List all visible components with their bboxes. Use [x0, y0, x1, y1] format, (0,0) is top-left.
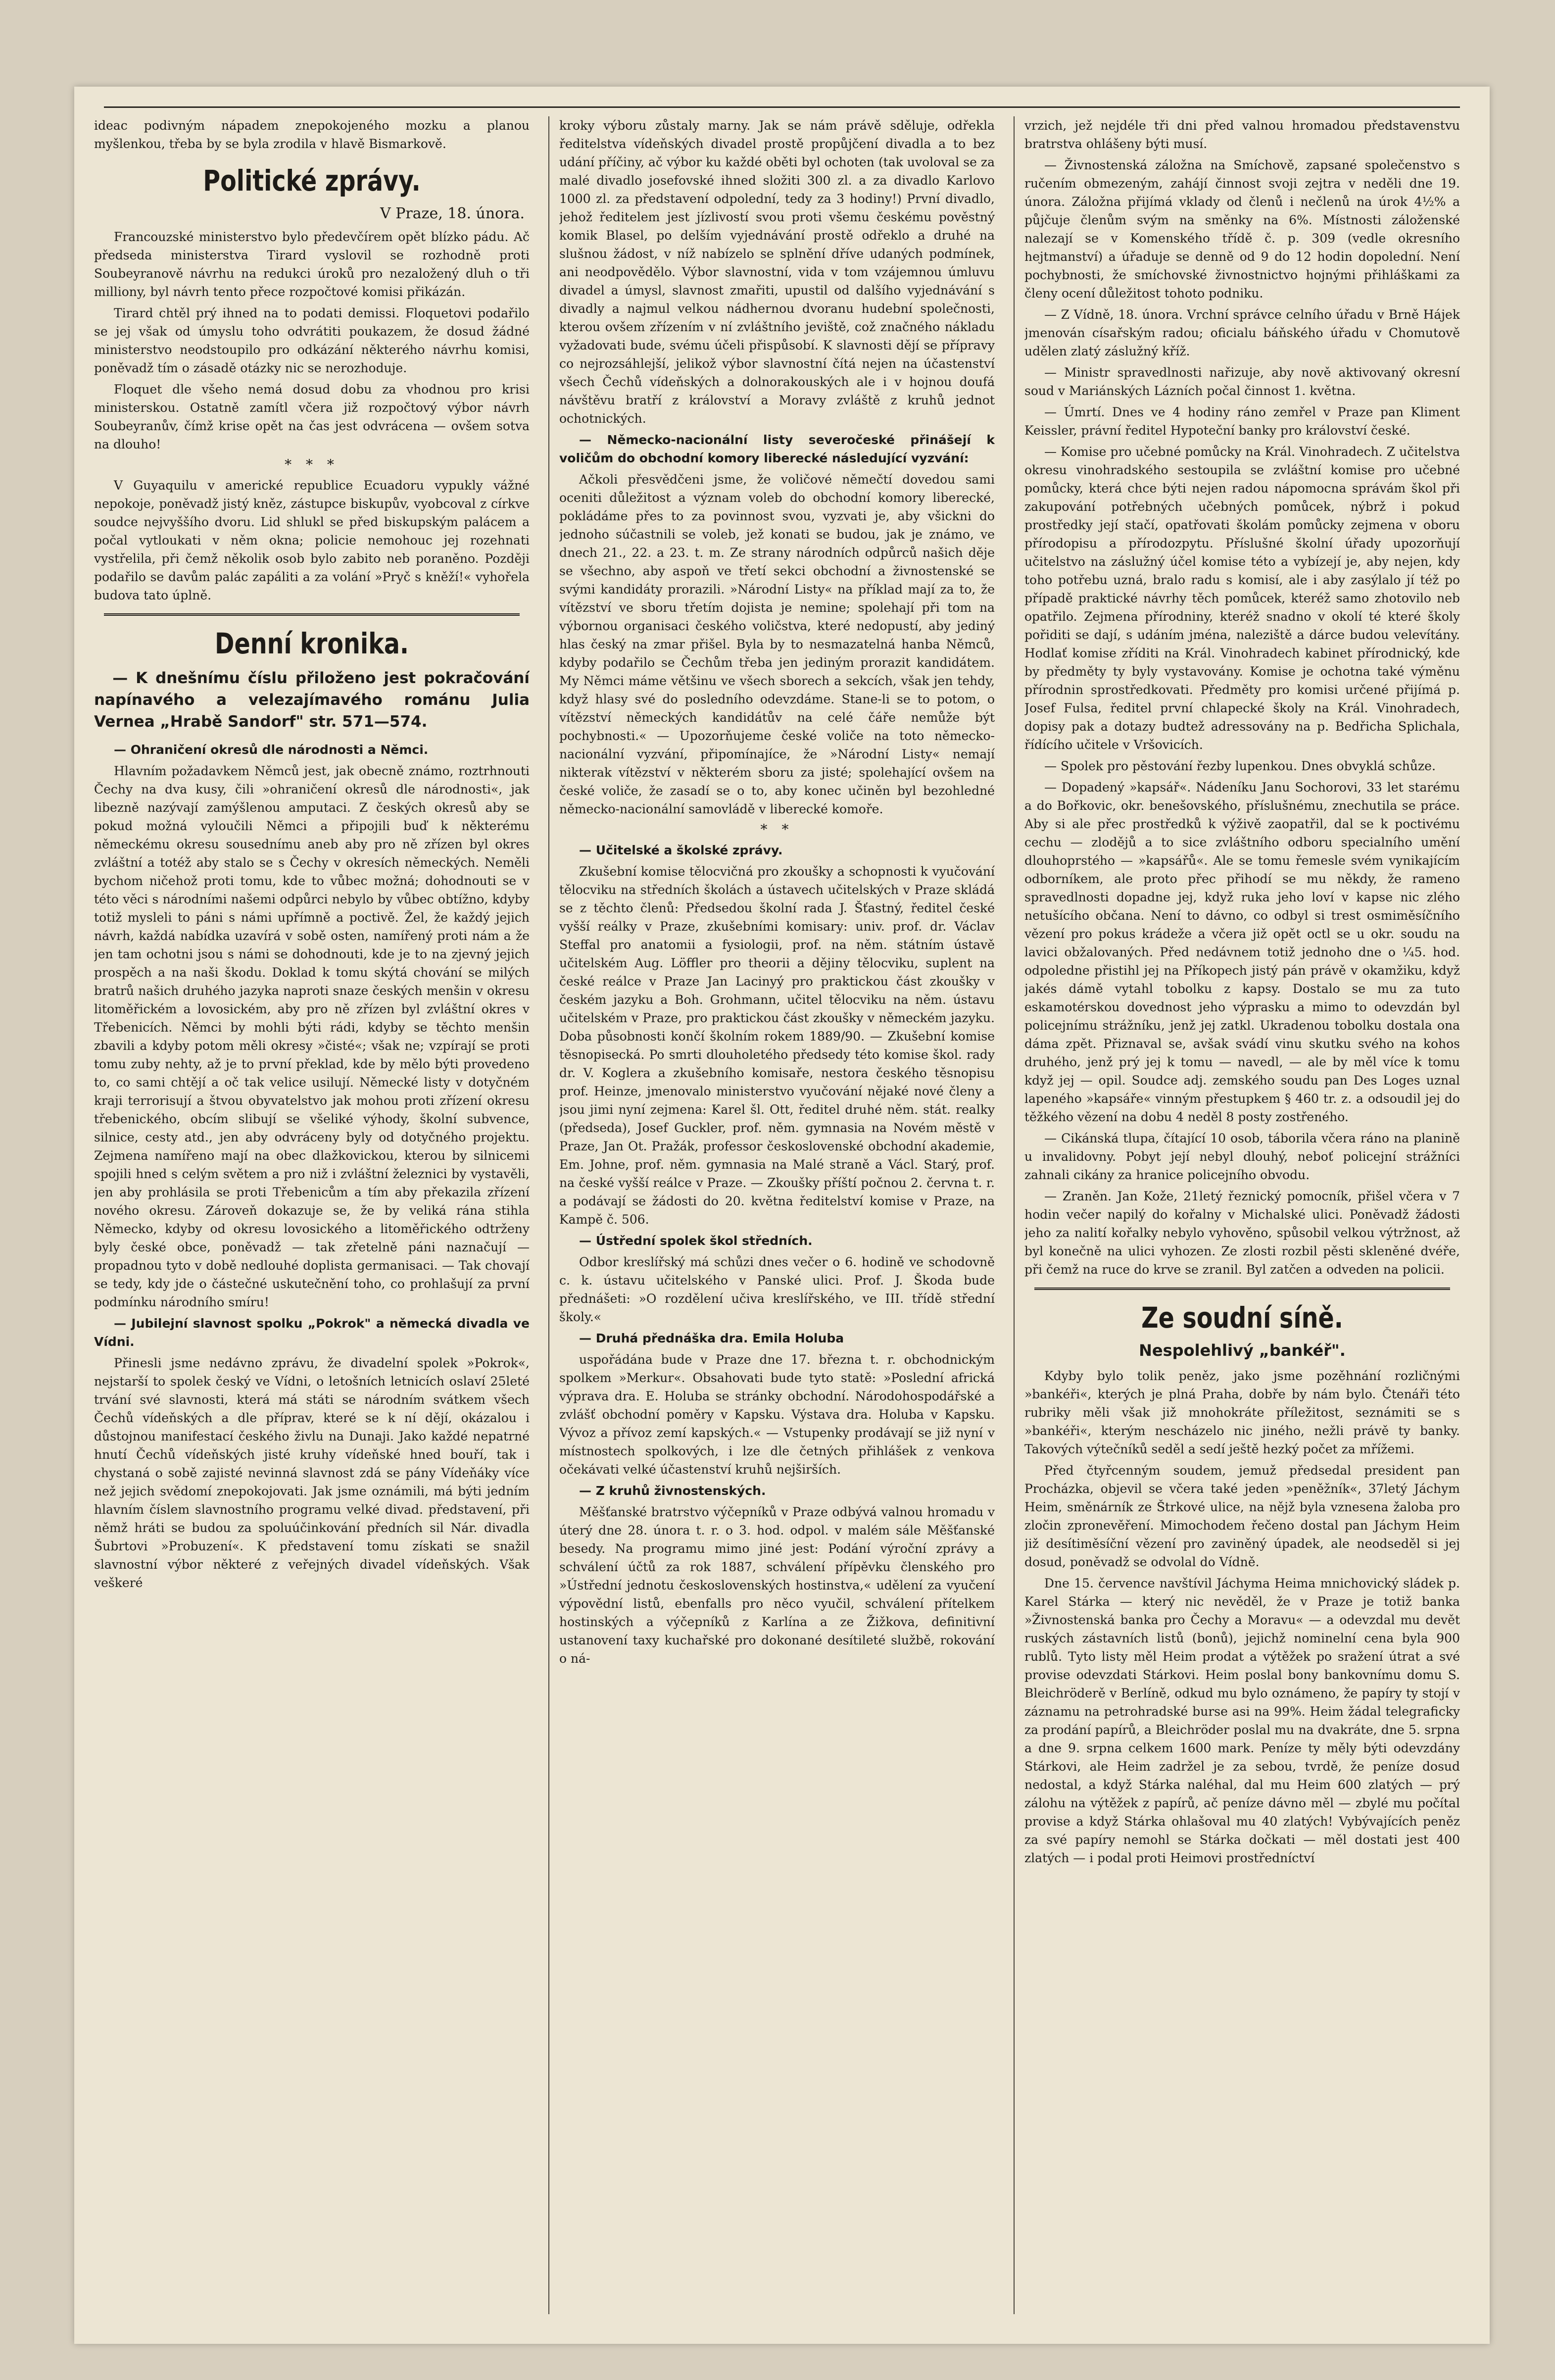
article-cikanska: — Cikánská tlupa, čítající 10 osob, táborila včera ráno na planině u invalidovny. Pobyt její nebyl dlouhý, neboť policejní strážníci zahnali cikány za hranice policejního obvodu. — [1024, 1131, 1460, 1182]
column-3 — [1024, 116, 1460, 2314]
article-vrzich: vrzich, jež nejdéle tři dni před valnou hromadou představenstvu bratrstva ohlášeny býti musí. — [1024, 118, 1460, 151]
column-1 — [94, 116, 530, 2314]
newspaper-page — [74, 87, 1490, 2344]
divider — [1034, 1288, 1450, 1290]
article-ministr: — Ministr spravedlnosti nařizuje, aby nově aktivovaný okresní soud v Mariánských Lázních počal činnost 1. května. — [1024, 365, 1460, 398]
article-kruhu: Měšťanské bratrstvo výčepníků v Praze odbývá valnou hromadu v úterý dne 28. února t. r. o 3. hod. odpol. v malém sále Měšťanské besedy. Na programu mimo jiné jest: Podání výroční zprávy a schválení účtů za rok 1887, schválení přípěvku členského pro »Ústřední jednotu československých hostinstva,« udělení za vyučení výpovědní listů, ebenfalls pro něco vyučil, schválení přítelkem hostinských a výčepníků z Karlína a ze Žižkova, definitivní ustanovení taxy kuchařské pro dokonané desítileté službě, rokování o ná- — [559, 1505, 995, 1666]
top-rule — [104, 106, 1460, 108]
column-2 — [559, 116, 995, 2314]
article-subheading: Nespolehlivý „bankéř". — [1139, 1341, 1346, 1360]
column-separator — [548, 116, 549, 2314]
article-ohraniceni: Hlavním požadavkem Němců jest, jak obecně známo, roztrhnouti Čechy na dva kusy, čili »ohraničení okresů dle národnosti«, jak libezně nazývají zamýšlenou amputaci. Z českých okresů aby se pokud možná vyloučili Němci a připojili buď k některému německému okresu sousednímu aneb aby pro ně zřízen byl okres zvláštní a totéž aby stalo se s Čechy v okresích německých. Neměli bychom ničehož proti tomu, kde to vůbec možná; dohodnouti se v této věci s národními našemi odpůrci nebylo by vůbec obtížno, kdyby totiž mysleli to páni s námi upřímně a poctivě. Žel, že každý jejich návrh, každá nabídka uzavírá v sobě osten, namířený proti nám a že jen tam ochotni jsou s námi se dohodnouti, kde je to na zjevný jejich prospěch a na naši škodu. Doklad k tomu skýtá chování se milých bratrů našich druhého jazyka naproti snaze českých menšin v okresu litoměřickém a lovosickém, aby pro ně zřízen byl zvláštní okres v Třebenicích. Němci by mohli býti rádi, kdyby se těchto menšin zbavili a kdyby potom měli okresy »čisté«; však ne; vzpírají se proti tomu zuby nehty, až je to první překlad, kde by mělo býti provedeno to, co sami chtějí a oč tak velice usilují. Německé listy v dotyčném kraji terrorisují a štvou obyvatelstvo jak mohou proti zřízení okresu třebenického, obcím slibují se všeliké výhody, školní subvence, silnice, cesty atd., jen aby odvráceny byly od dotyčného projektu. Zejmena namířeno mají na obec dlažkovickou, kterou by silnicemi spojili hned s celým světem a pro niž i zvláštní železnici by vystavěli, jen aby prohlásila se proti Třebenicům a tím aby překazila zřízení nového okresu. Zároveň dokazuje se, že by veliká rána stihla Německo, kdyby od okresu lovosického a litoměřického odtrženy byly české obce, poněvadž — tak zřetelně páni naznačují — propadnou tyto v době nedlouhé doplista germanisaci. — Tak chovají se tedy, kdy jde o částečné uskutečnění toho, co prohlašují za první podmínku národního smíru! — [94, 764, 530, 1309]
article-title-nemecko: — Německo-nacionální listy severočeské přinášejí k voličům do obchodní komory liberecké následující vyzvání: — [559, 433, 995, 465]
article-kdyby: Kdyby bylo tolik peněz, jako jsme pozěhnání rozličnými »bankéři«, kterých je plná Praha, dobře by nám bylo. Čtenáři této rubriky měli však již mnohokráte příležitost, seznámiti se s »bankéři«, kterým nescházelo nic jiného, nežli právě ty banky. Takových výtečníků seděl a sedí ještě hezký počet za mřížemi. — [1024, 1369, 1460, 1456]
article-francouzske: Francouzské ministerstvo bylo předevčírem opět blízko pádu. Ač předseda ministerstva Tirard vyslovil se rozhodně proti Soubeyranově návrhu na redukci úroků pro nezaložený dluh o tři milliony, byl návrh tento přece rozpočtové komisi přikázán. — [94, 230, 530, 299]
separator-stars: * * — [760, 821, 794, 838]
article-tirard: Tirard chtěl prý ihned na to podati demissi. Floquetovi podařilo se jej však od úmyslu toho odvrátiti poukazem, že dosud žádné ministerstvo neodstoupilo pro odkázání některého návrhu komisi, poněvadž tím o zásadě otázky nic se nerozhoduje. — [94, 306, 530, 375]
lead-announcement: — K dnešnímu číslu přiloženo jest pokračování napínavého a velezajímavého románu Julia Vernea „Hrabě Sandorf" str. 571—574. — [94, 669, 530, 731]
article-title-ohraniceni: — Ohraničení okresů dle národnosti a Němci. — [114, 743, 429, 757]
section-heading-soudni: Ze soudní síně. — [1141, 1301, 1343, 1335]
article-zranen: — Zraněn. Jan Kože, 21letý řeznický pomocník, přišel včera v 7 hodin večer napilý do kořalny v Michalské ulici. Poněvadž žádosti jeho za nalití kořalky nebylo vyhověno, spůsobil velkou výtržnost, až byl konečně na ulici vyhozen. Ze zlosti rozbil pěsti skleněné dvéře, při čemž na ruce do krve se zranil. Byl zatčen a odveden na policii. — [1024, 1189, 1460, 1277]
column-separator — [1014, 116, 1015, 2314]
article-druha: uspořádána bude v Praze dne 17. března t. r. obchodnickým spolkem »Merkur«. Obsahovati bude tyto statě: »Poslední africká výprava dra. E. Holuba se stránky obchodní. Národohospodářské a zvlášť obchodní poměry v Kapsku. Výstava dra. Holuba v Kapsku. Vývoz a přívoz zemí kapských.« — Vstupenky prodávají se již nyní v místnostech spolkových, i lze dle četných přihlášek z venkova očekávati velké účastenství kruhů nejširších. — [559, 1352, 995, 1477]
section-heading-denni: Denní kronika. — [214, 627, 409, 660]
article-ustredni: Odbor kreslířský má schůzi dnes večer o 6. hodině ve schodovně c. k. ústavu učitelského v Panské ulici. Prof. J. Škoda bude přednášeti: »O rozdělení učiva kreslířského, ve III. třídě střední školy.« — [559, 1255, 995, 1324]
article-floquet: Floquet dle všeho nemá dosud dobu za vhodnou pro krisi ministerskou. Ostatně zamítl včera již rozpočtový výbor návrh Soubeyranův, čímž krise opět na čas jest odvrácena — ovšem sotva na dlouho! — [94, 382, 530, 451]
article-ucitelske: Zkušební komise tělocvičná pro zkoušky a schopnosti k vyučování tělocviku na středních školách a ústavech učitelských v Praze skládá se z těchto členů: Předsedou školní rada J. Šťastný, ředitel české vyšší reálky v Praze, zkušebními komisary: univ. prof. dr. Václav Steffal pro anatomii a fysiologii, prof. na něm. státním ústavě učitelském Aug. Löffler pro theorii a dějiny tělocviku, suplent na české reálce v Praze Jan Lacinyý pro praktickou část zkoušky v českém jazyku a Boh. Grohmann, učitel tělocviku na něm. ústavu učitelském v Praze, pro praktickou část zkoušky v německém jazyku. Doba působnosti končí školním rokem 1889/90. — Zkušební komise těsnopisecká. Po smrti dlouholetého předsedy této komise škol. rady dr. V. Koglera a zkušebního komisaře, nestora českého těsnopisu prof. Heinze, jmenovalo ministerstvo vyučování nějaké nové členy a jsou jimi nyní zejmena: Karel šl. Ott, ředitel druhé něm. stát. realky (předseda), Josef Guckler, prof. něm. gymnasia na Novém městě v Praze, Jan Ot. Pražák, professor československé obchodní akademie, Em. Johne, prof. něm. gymnasia na Malé straně a Václ. Starý, prof. na české vyšší reálce v Praze. — Zkoušky příští počnou 2. června t. r. a podávají se žádosti do 20. května ředitelství komise v Praze, na Kampě č. 506. — [559, 864, 995, 1227]
article-dne15: Dne 15. července navštívil Jáchyma Heima mnichovický sládek p. Karel Stárka — který nic nevěděl, že v Praze je totiž banka »Živnostenská banka pro Čechy a Moravu« — a odevzdal mu devět ruských zástavních listů (bonů), jejichž nominelní cena byla 900 rublů. Tyto listy měl Heim prodat a výtěžek po sražení útrat a své provise odevzdati Stárkovi. Heim poslal bony bankovnímu domu S. Bleichröderě v Berlíně, odkud mu bylo oznámeno, že papíry ty stojí v záznamu na petrohradské burse asi na 99%. Heim žádal telegraficky za prodání papírů, a Bleichröder poslal mu na dvakráte, dne 5. srpna a dne 9. srpna celkem 1600 mark. Peníze ty měly býti odevzdány Stárkovi, ale Heim zadržel je za sebou, tvrdě, že peníze dosud nedostal, a když Stárka naléhal, dal mu Heim 600 zlatých — prý zálohu na výtěžek z papírů, ač peníze dávno měl — zbylé mu počítal provise a když Stárka ohlašoval mu 40 zlatých! Vybývajících peněz za své papíry nemohl se Stárka dočkati — měl dostati jest 400 zlatých — i podal proti Heimovi prostředníctví — [1024, 1576, 1460, 1865]
intro-paragraph: ideac podivným nápadem znepokojeného mozku a planou myšlenkou, třeba by se byla zrodila v hlavě Bismarkově. — [94, 118, 530, 151]
article-spolek: — Spolek pro pěstování řezby lupenkou. Dnes obvyklá schůze. — [1044, 759, 1436, 773]
article-nemecko: Ačkoli přesvědčeni jsme, že voličové němečtí dovedou sami oceniti důležitost a význam voleb do obchodní komory liberecké, pokládáme přes to za povinnost svou, vyzvati je, aby všickni do jednoho súčastnili se voleb, jež konati se budou, jak je známo, ve dnech 21., 22. a 23. t. m. Ze strany národních odpůrců našich děje se všechno, aby aspoň ve třetí sekci obchodní a živnostenské se svými kandidáty prorazili. »Národní Listy« na příklad mají za to, že vítězství ve sboru třetím dojista je nemine; spolehají při tom na výbornou organisaci českého voličstva, které nedopustí, aby jediný hlas český na zmar přišel. Byla by to nesmazatelná hanba Němců, kdyby podařilo se Čechům třeba jen jediným prorazit kandidátem. My Němci máme většinu ve všech sborech a sekcích, však jen tehdy, když hlasy své do posledního odevzdáme. Stane-li se to potom, o vítězství německých kandidátův na celé čáře nemůže být pochybnosti.« — Upozorňujeme české voliče na toto německo-nacionální vyzvání, připomínajíce, že »Národní Listy« nemají nikterak vítězství v některém sboru za jisté; spolehající ovšem na české voliče, že zasadí se o to, aby konec učiněn byl bezohledné německo-nacionální samovládě v liberecké komoře. — [559, 472, 995, 816]
article-title-druha: — Druhá přednáška dra. Emila Holuba — [579, 1331, 844, 1345]
article-title-jubilejni: — Jubilejní slavnost spolku „Pokrok" a německá divadla ve Vídni. — [94, 1316, 530, 1349]
divider — [104, 613, 520, 616]
article-pred: Před čtyřcenným soudem, jemuž předsedal president pan Procházka, objevil se včera také jeden »peněžník«, 37letý Jáchym Heim, směnárník ze Štrkové ulice, na nějž byla vznesena žaloba pro zločin zpronevěření. Mimochodem řečeno dostal pan Jáchym Heim již desítiměsíční vězení pro zaviněný úpadek, ale neodseděl si jej dosud, poněvadž se odvolal do Vídně. — [1024, 1463, 1460, 1569]
article-title-ustredni: — Ústřední spolek škol středních. — [579, 1234, 813, 1248]
section-heading-politicke: Politické zprávy. — [203, 164, 421, 198]
article-zivnostenska: — Živnostenská záložna na Smíchově, zapsané společenstvo s ručením obmezeným, zahájí činnost svoji zejtra v neděli dne 19. února. Záložna přijímá vklady od členů i nečlenů na úrok 4½% a půjčuje členům svým na směnky na 6%. Místnosti záloženské nalezají se v Komenského třídě č. p. 309 (vedle okresního hejtmanství) a úřaduje se denně od 9 do 12 hodin dopolední. Není pochybnosti, že smíchovské živnostnictvo hojnými přihláškami za členy ocení důležitost tohoto podniku. — [1024, 158, 1460, 300]
article-jubilejni: Přinesli jsme nedávno zprávu, že divadelní spolek »Pokrok«, nejstarší to spolek český ve Vídni, o letošních letnicích oslaví 25leté trvání své slavnosti, která má státi se národním svátkem všech Čechů vídeňských a dle příprav, které se k ní dějí, okázalou i důstojnou manifestací českého živlu na Dunaji. Jako každé nepatrné hnutí Čechů vídeňských jisté kruhy vídeňské hned bouří, tak i chystaná o sobě zajisté nevinná slavnost zdá se pány Vídeňáky více než jejich svědomí znepokojovati. Jak jsme oznámili, má býti jedním hlavním číslem slavnostního programu velké divad. představení, při němž hráti se budou za spoluúčinkování předních sil Nár. divadla Šubrtovi »Probuzení«. K představení tomu získati se snažil slavnostní výbor některé z veřejných divadel vídeňských. Však veškeré — [94, 1356, 530, 1590]
article-dopadeny: — Dopadený »kapsář«. Nádeníku Janu Sochorovi, 33 let starému a do Bořkovic, okr. benešovského, příslušnému, znechutila se práce. Aby si ale přec prostředků k výživě zaopatřil, dal se k poctivému cechu — zlodějů a to sice zvláštního odboru specialního umění dlouhoprstého — »kapsářů«. Ale se tomu řemesle svém vynikajícím odborníkem, ale proto přec přihodí se mu někdy, že rameno spravedlnosti dopadne jej, když ruka jeho loví v kapse nic zlého netušícího občana. Není to dávno, co odbyl si trest osmiměsíčního vězení pro pokus krádeže a včera již opět octl se u okr. soudu na lavici obžalovaných. Před nedávnem totiž jednoho dne o ¼5. hod. odpoledne přistihl jej na Příkopech jistý pán právě v okamžiku, když jakés dámě vytahl tobolku z kapsy. Dostalo se mu za tuto eskamotérskou dovednost jeho výprasku a mimo to odevzdán byl policejnímu strážníku, jenž jej zatkl. Ukradenou tobolku dostala ona dáma zpět. Přiznaval se, avšak svádí vinu skutku svého na kohos druhého, jenž prý jej k tomu — navedl, — ale by měl více k tomu když jej — opil. Soudce adj. zemského soudu pan Des Loges uznal lapeného »kapsáře« vinným přestupkem § 460 tr. z. a odsoudil jej do těžkého vězení na dobu 4 neděl 8 posty zostřeného. — [1024, 780, 1460, 1124]
article-guyaquilu: V Guyaquilu v americké republice Ecuadoru vypukly vážné nepokoje, poněvadž jistý kněz, zástupce biskupův, vyobcoval z církve soudce nejvyššího dvoru. Lid shlukl se před biskupským palácem a počal vytloukati v něm okna; policie nemohouc jej rozehnati vystřelila, při čemž několik osob bylo zabito neb poraněno. Později podařilo se davům palác zapáliti a za volání »Pryč s kněží!« vyhořela budova tato úplně. — [94, 478, 530, 602]
article-title-kruhu: — Z kruhů živnostenských. — [579, 1484, 766, 1498]
article-title-ucitelske: — Učitelské a školské zprávy. — [579, 843, 783, 857]
separator-stars: * * * — [285, 456, 339, 473]
article-komise: — Komise pro učebné pomůcky na Král. Vinohradech. Z učitelstva okresu vinohradského sestoupila se zvláštní komise pro učebné pomůcky, která chce býti nejen radou nápomocna správám škol při zakupování potřebných učebných pomůcek, nýbrž i pokud prostředky její stačí, opatřovati školám pomůcky zejmena v oboru přírodopisu a přírodozpytu. Příslušné školní úřady upozorňují učitelstvo na záslužný účel komise této a vybízejí je, aby nejen, kdy toho potřebu uzná, bralo radu s komisí, ale i aby zasýlalo jí též po případě praktické návrhy těch pomůcek, kteréž samo zhotovilo neb opatřilo. Zejmena přírodniny, kteréž snadno v okolí té které školy pořiditi se dají, s udáním jména, naleziště a dárce budou velevítány. Hodlať komise zříditi na Král. Vinohradech kabinet přírodnický, kde by předměty ty byly vystavovány. Komise je ochotna také výměnu přírodnin sprostředkovati. Předměty pro komisi určené přijímá p. Josef Fulsa, ředitel první chlapecké školy na Král. Vinohradech, dopisy pak a dotazy budtež adressovány na p. Bedřicha Splichala, řídícího učitele v Vršovicích. — [1024, 445, 1460, 752]
article-kroky: kroky výboru zůstaly marny. Jak se nám právě sděluje, odřekla ředitelstva vídeňských divadel prostě propůjčení divadla a to bez udání příčiny, ač výbor ku každé oběti byl ochoten (tak uvoloval se za malé divadlo josefovské ihned složiti 300 zl. a za divadlo Karlovo 1000 zl. za představení odpolední, tedy za 3 hodiny!) První divadlo, jehož ředitelem jest jízlivostí svou proti všemu českému pověstný komik Blasel, po delším vyjednávání prostě odřeklo a druhé na slušnou žádost, v níž nabízelo se splnění dříve udaných podmínek, ani neodpovědělo. Výbor slavnostní, vida v tom vzájemnou úmluvu divadel a úmysl, slavnost zmařiti, upustil od dalšího vyjednávání s divadly a najmul velkou nádhernou dvoranu hudební společnosti, kterou ovšem zřízením v ní zvláštního jeviště, což značného nákladu vyžadovati bude, svému účeli přispůsobí. K slavnosti dějí se přípravy co nejrozsáhlejší, jelikož výbor slavnostní čítá nejen na účastenství všech Čechů vídeňských a dolnorakouských ale i v hojnou doufá návštěvu bratří z království a Moravy zvláště z kruhů jednot ochotnických. — [559, 118, 995, 426]
article-umrti: — Úmrtí. Dnes ve 4 hodiny ráno zemřel v Praze pan Kliment Keissler, právní ředitel Hypoteční banky pro království české. — [1024, 405, 1460, 438]
article-vidne: — Z Vídně, 18. února. Vrchní správce celního úřadu v Brně Hájek jmenován císařským radou; oficialu báňského úřadu v Chomutově udělen zlatý záslužný kříž. — [1024, 307, 1460, 358]
dateline: V Praze, 18. února. — [380, 205, 525, 222]
